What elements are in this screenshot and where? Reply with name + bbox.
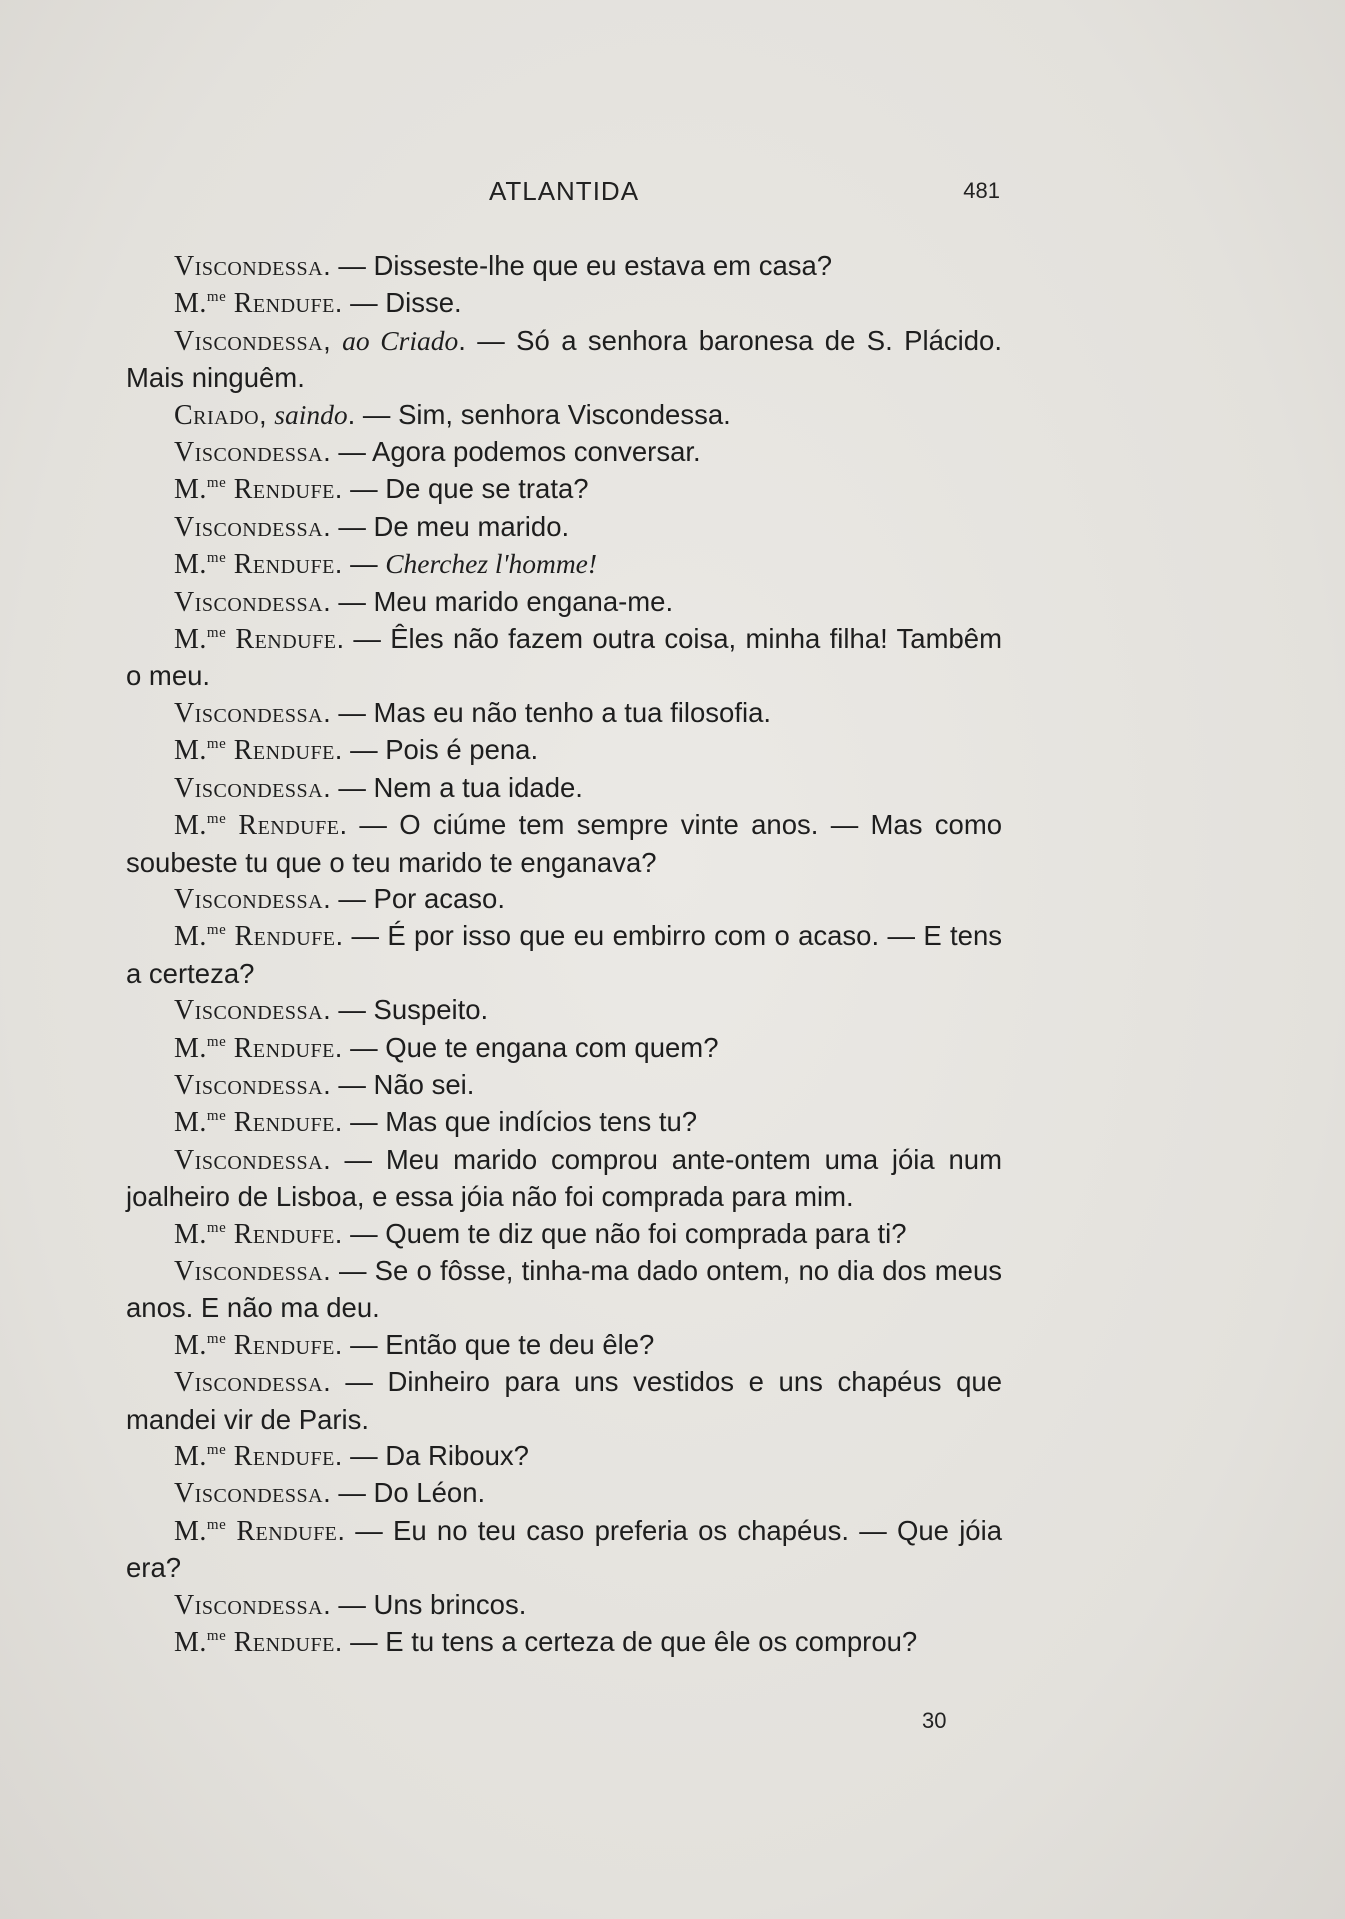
speech-text: Quem te diz que não foi comprada para ti? bbox=[385, 1217, 907, 1249]
speaker-name: M.$^{me}$ Rendufe bbox=[174, 474, 335, 506]
speech-text: Só a senhora baronesa de S. Plácido. Mais ninguêm. bbox=[126, 324, 1002, 394]
speech-text: E tu tens a certeza de que êle os comprou? bbox=[385, 1626, 918, 1658]
speech-text: Agora podemos conversar. bbox=[372, 436, 701, 468]
dialogue-line: Viscondessa. — Agora podemos conversar. bbox=[174, 436, 701, 469]
speaker-name: Viscondessa bbox=[174, 1255, 324, 1287]
speech-text: Eu no teu caso preferia os chapéus. — Que jóia era? bbox=[126, 1514, 1002, 1584]
speech-text: Uns brincos. bbox=[373, 1588, 527, 1620]
dialogue-line: Viscondessa. — De meu marido. bbox=[174, 510, 570, 543]
speech-text: Disseste-lhe que eu estava em casa? bbox=[373, 250, 833, 281]
signature-mark: 30 bbox=[922, 1708, 947, 1733]
speaker-name: M.$^{me}$ Rendufe bbox=[174, 1107, 335, 1139]
speaker-name: Viscondessa bbox=[174, 251, 324, 282]
speech-text: Meu marido comprou ante-ontem uma jóia num joalheiro de Lisboa, e essa jóia não foi comprada para mim. bbox=[126, 1143, 1002, 1213]
speaker-name: M.$^{me}$ Rendufe bbox=[174, 549, 335, 581]
speaker-name: M.$^{me}$ Rendufe bbox=[174, 288, 335, 320]
speaker-name: M.$^{me}$ Rendufe bbox=[174, 1329, 335, 1361]
dialogue-line: Viscondessa. — Não sei. bbox=[174, 1068, 475, 1101]
dialogue-line: Viscondessa. — Uns brincos. bbox=[174, 1588, 527, 1621]
speaker-name: Viscondessa bbox=[174, 772, 324, 804]
speech-text: Mas que indícios tens tu? bbox=[385, 1106, 698, 1138]
speech-text: Dinheiro para uns vestidos e uns chapéus que mandei vir de Paris. bbox=[126, 1366, 1002, 1435]
speech-text: Nem a tua idade. bbox=[373, 771, 583, 803]
speaker-name: Viscondessa bbox=[174, 883, 324, 915]
dialogue-line: Viscondessa. — Nem a tua idade. bbox=[174, 771, 583, 804]
speaker-name: Viscondessa bbox=[174, 1478, 324, 1510]
speech-text: Da Riboux? bbox=[385, 1440, 529, 1471]
dialogue-line: Viscondessa. — Meu marido comprou ante-ontem uma jóia num joalheiro de Lisboa, e essa jóia não foi comprada para mim. bbox=[126, 1143, 1002, 1213]
running-title: ATLANTIDA bbox=[488, 176, 640, 206]
dialogue-line: M.$^{me}$ Rendufe. — Pois é pena. bbox=[174, 734, 539, 767]
dialogue-line: M.$^{me}$ Rendufe. — De que se trata? bbox=[174, 473, 589, 506]
speaker-name: M.$^{me}$ Rendufe bbox=[174, 1441, 335, 1472]
speaker-name: Viscondessa bbox=[174, 325, 324, 357]
dialogue-line: M.$^{me}$ Rendufe. — Então que te deu êle? bbox=[174, 1328, 655, 1361]
dialogue-line: Viscondessa. — Suspeito. bbox=[174, 994, 489, 1027]
speaker-name: Viscondessa bbox=[174, 1144, 324, 1176]
dialogue-line: M.$^{me}$ Rendufe. — Mas que indícios tens tu? bbox=[174, 1106, 698, 1139]
speaker-name: M.$^{me}$ Rendufe bbox=[174, 1627, 335, 1659]
speech-text: Se o fôsse, tinha-ma dado ontem, no dia dos meus anos. E não ma deu. bbox=[126, 1254, 1002, 1324]
dialogue-line: M.$^{me}$ Rendufe. — Disse. bbox=[174, 287, 462, 320]
speaker-name: Viscondessa bbox=[174, 1367, 324, 1399]
speaker-name: Viscondessa bbox=[174, 697, 324, 729]
speaker-name: M.$^{me}$ Rendufe bbox=[174, 1218, 335, 1250]
speech-text: De meu marido. bbox=[373, 510, 570, 542]
page-header bbox=[128, 176, 1000, 216]
page-number: 481 bbox=[963, 178, 1000, 203]
dialogue-line: M.$^{me}$ Rendufe. — Da Riboux? bbox=[174, 1440, 529, 1472]
speaker-name: M.$^{me}$ Rendufe bbox=[174, 735, 335, 767]
speaker-name: Viscondessa bbox=[174, 1069, 324, 1101]
speaker-name: Viscondessa bbox=[174, 511, 324, 543]
dialogue-line: M.$^{me}$ Rendufe. — Eu no teu caso preferia os chapéus. — Que jóia era? bbox=[126, 1514, 1002, 1584]
speech-text: Não sei. bbox=[373, 1068, 475, 1100]
speech-text: De que se trata? bbox=[385, 473, 589, 505]
speaker-name: Viscondessa bbox=[174, 437, 324, 469]
dialogue-line: Viscondessa. — Do Léon. bbox=[174, 1477, 486, 1510]
dialogue-line: Viscondessa. — Dinheiro para uns vestidos e uns chapéus que mandei vir de Paris. bbox=[126, 1366, 1002, 1435]
dialogue-line: M.$^{me}$ Rendufe. — É por isso que eu embirro com o acaso. — E tens a certeza? bbox=[126, 920, 1002, 989]
speech-text: Do Léon. bbox=[373, 1477, 486, 1509]
speech-text: Disse. bbox=[385, 287, 462, 319]
speech-text: Suspeito. bbox=[373, 994, 489, 1026]
speaker-name: M.$^{me}$ Rendufe bbox=[174, 1515, 338, 1547]
dialogue-line: Viscondessa. — Por acaso. bbox=[174, 882, 505, 915]
speaker-name: M.$^{me}$ Rendufe bbox=[174, 810, 340, 842]
dialogue-line: Criado, saindo. — Sim, senhora Viscondessa. bbox=[174, 398, 731, 431]
speaker-name: Viscondessa bbox=[174, 586, 324, 618]
speech-text: Cherchez l'homme! bbox=[385, 548, 598, 580]
speech-text: Por acaso. bbox=[373, 882, 505, 914]
dialogue-line: M.$^{me}$ Rendufe. — O ciúme tem sempre vinte anos. — Mas como soubeste tu que o teu marido te enganava? bbox=[126, 809, 1003, 878]
speaker-name: M.$^{me}$ Rendufe bbox=[174, 624, 337, 656]
speech-text: É por isso que eu embirro com o acaso. — E tens a certeza? bbox=[126, 920, 1002, 989]
dialogue-line: Viscondessa. — Disseste-lhe que eu estava em casa? bbox=[174, 250, 833, 282]
speaker-name: Viscondessa bbox=[174, 995, 324, 1027]
dialogue-line: M.$^{me}$ Rendufe. — Cherchez l'homme! bbox=[174, 548, 598, 581]
speech-text: Meu marido engana-me. bbox=[373, 585, 674, 617]
dialogue-line: Viscondessa, ao Criado. — Só a senhora baronesa de S. Plácido. Mais ninguêm. bbox=[126, 324, 1002, 394]
speech-text: Que te engana com quem? bbox=[385, 1031, 719, 1063]
speech-text: Pois é pena. bbox=[385, 734, 539, 766]
speech-text: Sim, senhora Viscondessa. bbox=[398, 398, 731, 430]
dialogue-line: M.$^{me}$ Rendufe. — Êles não fazem outra coisa, minha filha! Tambêm o meu. bbox=[126, 623, 1002, 692]
speech-text: Êles não fazem outra coisa, minha filha! Tambêm o meu. bbox=[126, 623, 1002, 692]
dialogue-line: M.$^{me}$ Rendufe. — Que te engana com quem? bbox=[174, 1031, 719, 1064]
speech-text: O ciúme tem sempre vinte anos. — Mas como soubeste tu que o teu marido te enganava? bbox=[126, 809, 1003, 878]
dialogue-line: Viscondessa. — Mas eu não tenho a tua filosofia. bbox=[174, 696, 772, 729]
stage-direction: saindo bbox=[274, 398, 348, 430]
speaker-name: M.$^{me}$ Rendufe bbox=[174, 921, 336, 953]
stage-direction: ao Criado bbox=[342, 324, 459, 356]
speaker-name: Viscondessa bbox=[174, 1589, 324, 1621]
speaker-name: Criado bbox=[174, 399, 260, 431]
speaker-name: M.$^{me}$ Rendufe bbox=[174, 1032, 335, 1064]
dialogue-text bbox=[126, 248, 1002, 1661]
speech-text: Então que te deu êle? bbox=[385, 1328, 655, 1360]
dialogue-line: Viscondessa. — Se o fôsse, tinha-ma dado ontem, no dia dos meus anos. E não ma deu. bbox=[126, 1254, 1002, 1324]
dialogue-line: Viscondessa. — Meu marido engana-me. bbox=[174, 585, 674, 618]
dialogue-line: M.$^{me}$ Rendufe. — Quem te diz que não foi comprada para ti? bbox=[174, 1217, 907, 1250]
dialogue-line: M.$^{me}$ Rendufe. — E tu tens a certeza de que êle os comprou? bbox=[174, 1626, 918, 1659]
speech-text: Mas eu não tenho a tua filosofia. bbox=[373, 696, 772, 728]
